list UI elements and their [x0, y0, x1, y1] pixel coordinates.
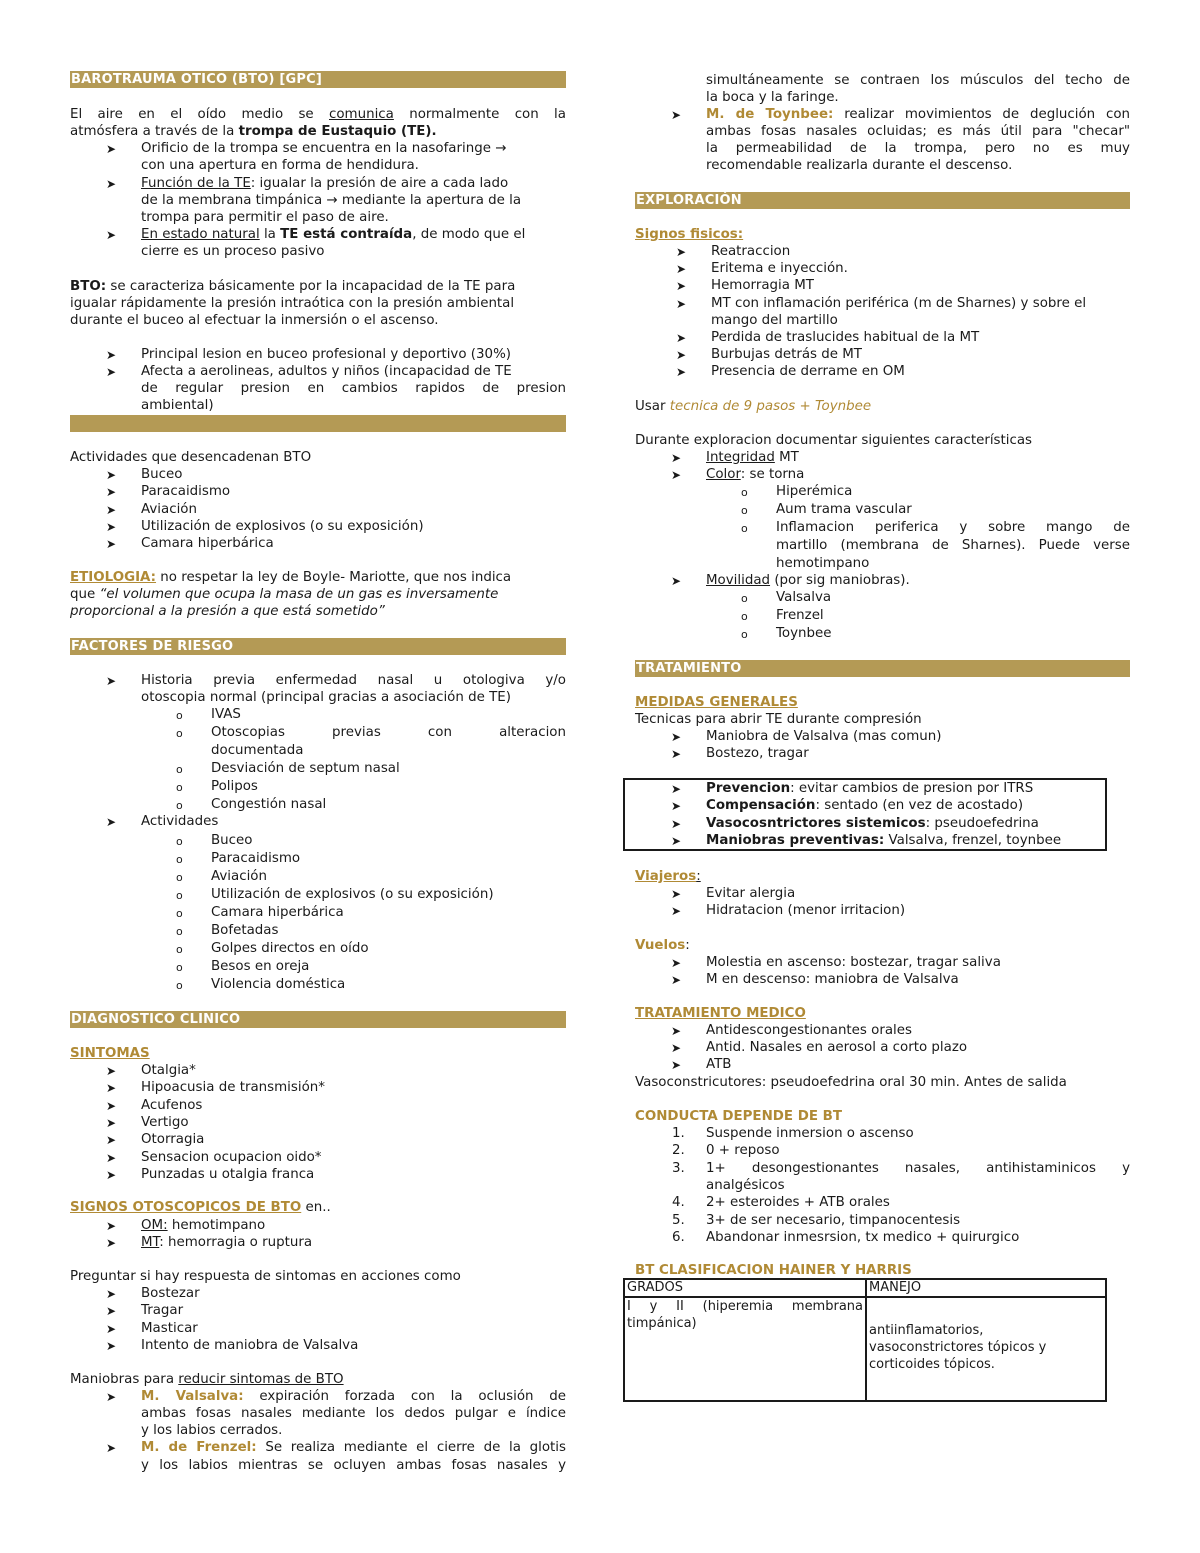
circle-bullet-icon: o	[176, 709, 183, 722]
arrowhead-bullet-icon: ➤	[671, 1058, 682, 1073]
arrowhead-bullet-icon: ➤	[106, 348, 117, 362]
te-orifice-line-2: con una apertura en forma de hendidura.	[141, 158, 419, 173]
list-item: Otorragia	[141, 1132, 205, 1148]
circle-bullet-icon: o	[176, 835, 183, 848]
list-item: 1+ desongestionantes nasales, antihistaminicos y	[706, 1160, 1130, 1176]
arrowhead-bullet-icon: ➤	[106, 815, 117, 829]
arrowhead-bullet-icon: ➤	[676, 365, 687, 380]
otoscopic-om: OM: hemotimpano	[141, 1218, 266, 1233]
circle-bullet-icon: o	[176, 943, 183, 956]
arrowhead-bullet-icon: ➤	[106, 1115, 117, 1130]
arrowhead-bullet-icon: ➤	[671, 956, 682, 970]
arrowhead-bullet-icon: ➤	[671, 730, 682, 744]
risk-history-line-1: Historia previa enfermedad nasal u otologiva y/o	[141, 673, 566, 688]
prevention-item: Compensación: sentado (en vez de acostado)	[706, 798, 1024, 814]
list-item: Otalgia*	[141, 1063, 196, 1078]
table-row	[624, 1297, 1106, 1401]
list-number: 2.	[672, 1143, 685, 1159]
circle-bullet-icon: o	[741, 628, 748, 641]
list-item: M en descenso: maniobra de Valsalva	[706, 972, 959, 988]
table-cell-grado: I y II (hiperemia membrana timpánica)	[624, 1297, 866, 1401]
arrowhead-bullet-icon: ➤	[106, 485, 117, 500]
table-cell-manejo: antiinflamatorios, vasoconstrictores tópicos y corticoides tópicos.	[866, 1297, 1106, 1401]
arrowhead-bullet-icon: ➤	[671, 108, 682, 122]
list-item: 0 + reposo	[706, 1143, 780, 1159]
list-number: 1.	[672, 1126, 685, 1141]
etiology-line-1: ETIOLOGIA: no respetar la ley de Boyle- Mariotte, que nos indica	[70, 570, 512, 585]
circle-bullet-icon: o	[176, 961, 183, 974]
arrowhead-bullet-icon: ➤	[106, 1167, 117, 1182]
list-item: Camara hiperbárica	[141, 536, 274, 552]
list-item: Bostezo, tragar	[706, 746, 809, 762]
table-header-grados: GRADOS	[624, 1279, 866, 1297]
list-item: Congestión nasal	[211, 797, 327, 812]
list-item: Hiperémica	[776, 484, 853, 499]
arrowhead-bullet-icon: ➤	[676, 296, 687, 311]
arrowhead-bullet-icon: ➤	[676, 262, 687, 277]
circle-bullet-icon: o	[176, 907, 183, 920]
toynbee-line-2: ambas fosas nasales ocluidas; es más útil para "checar"	[706, 124, 1130, 139]
intro-line-2: atmósfera a través de la trompa de Eustaquio (TE).	[70, 124, 437, 139]
frenzel-line-2: y los labios mientras se ocluyen ambas fosas nasales y	[141, 1458, 566, 1473]
arrowhead-bullet-icon: ➤	[671, 451, 682, 465]
prevention-item: Vasocosntrictores sistemicos: pseudoefedrina	[706, 815, 1039, 831]
document-heading: Durante exploracion documentar siguientes características	[635, 433, 1033, 448]
list-item: documentada	[211, 743, 304, 758]
bto-definition-line-3: durante el buceo al efectuar la inmersión o el ascenso.	[70, 313, 439, 328]
circle-bullet-icon: o	[741, 592, 748, 605]
arrowhead-bullet-icon: ➤	[106, 1338, 117, 1353]
list-item: Camara hiperbárica	[211, 905, 344, 920]
mobility-item: Movilidad (por sig maniobras).	[706, 573, 910, 588]
arrowhead-bullet-icon: ➤	[671, 468, 682, 482]
bto-point-1: Principal lesion en buceo profesional y deportivo (30%)	[141, 347, 512, 362]
technique-note: Usar tecnica de 9 pasos + Toynbee	[635, 399, 872, 414]
list-number: 5.	[672, 1212, 685, 1228]
list-item: Antid. Nasales en aerosol a corto plazo	[706, 1040, 968, 1056]
otoscopic-mt: MT: hemorragia o ruptura	[141, 1235, 313, 1250]
list-item: Hidratacion (menor irritacion)	[706, 903, 906, 919]
arrowhead-bullet-icon: ➤	[671, 833, 682, 848]
circle-bullet-icon: o	[176, 925, 183, 938]
list-item: Evitar alergia	[706, 886, 796, 901]
risk-activities-label: Actividades	[141, 814, 219, 829]
color-item: Color: se torna	[706, 467, 805, 482]
list-item: Hemorragia MT	[711, 278, 814, 294]
list-item: Molestia en ascenso: bostezar, tragar saliva	[706, 955, 1001, 970]
list-item: Violencia doméstica	[211, 977, 346, 992]
arrowhead-bullet-icon: ➤	[671, 887, 682, 901]
arrowhead-bullet-icon: ➤	[106, 365, 117, 379]
arrowhead-bullet-icon: ➤	[106, 228, 117, 242]
section-header-barotrauma: BAROTRAUMA OTICO (BTO) [GPC]	[70, 71, 566, 88]
table-header-row	[624, 1279, 1106, 1297]
arrowhead-bullet-icon: ➤	[106, 177, 117, 191]
list-item: Abandonar inmesrsion, tx medico + quirurgico	[706, 1229, 1020, 1245]
te-natural-line-1: En estado natural la TE está contraída, de modo que el	[141, 227, 526, 242]
arrowhead-bullet-icon: ➤	[106, 142, 117, 156]
list-item: Burbujas detrás de MT	[711, 347, 862, 363]
circle-bullet-icon: o	[176, 889, 183, 902]
section-header-risk-factors: FACTORES DE RIESGO	[70, 638, 566, 655]
arrowhead-bullet-icon: ➤	[106, 1304, 117, 1319]
frenzel-line-3: simultáneamente se contraen los músculos del techo de	[706, 73, 1130, 88]
list-item: Hipoacusia de transmisión*	[141, 1080, 325, 1096]
arrowhead-bullet-icon: ➤	[106, 519, 117, 534]
frenzel-line-1: M. de Frenzel: Se realiza mediante el cierre de la glotis	[141, 1440, 566, 1455]
bto-point-2-line-1: Afecta a aerolineas, adultos y niños (incapacidad de TE	[141, 364, 512, 379]
list-item: Vertigo	[141, 1114, 189, 1130]
circle-bullet-icon: o	[176, 781, 183, 794]
circle-bullet-icon: o	[176, 871, 183, 884]
circle-bullet-icon: o	[741, 486, 748, 499]
arrowhead-bullet-icon: ➤	[676, 279, 687, 294]
circle-bullet-icon: o	[741, 504, 748, 517]
te-orifice-line-1: Orificio de la trompa se encuentra en la nasofaringe →	[141, 141, 507, 156]
integrity-item: Integridad MT	[706, 450, 799, 465]
frenzel-line-4: la boca y la faringe.	[706, 90, 839, 105]
list-item: Buceo	[141, 467, 183, 482]
list-item: Acufenos	[141, 1097, 203, 1113]
list-item: Besos en oreja	[211, 959, 310, 974]
arrowhead-bullet-icon: ➤	[106, 1081, 117, 1096]
arrowhead-bullet-icon: ➤	[106, 1098, 117, 1113]
list-item: Sensacion ocupacion oido*	[141, 1149, 322, 1165]
list-item: Buceo	[211, 833, 253, 848]
arrowhead-bullet-icon: ➤	[671, 799, 682, 814]
list-item: mango del martillo	[711, 312, 838, 328]
etiology-line-3: proporcional a la presión a que está sometido”	[70, 604, 385, 619]
valsalva-line-3: y los labios cerrados.	[141, 1423, 283, 1438]
circle-bullet-icon: o	[176, 763, 183, 776]
general-measures-text: Tecnicas para abrir TE durante compresión	[635, 712, 922, 727]
valsalva-line-1: M. Valsalva: expiración forzada con la oclusión de	[141, 1389, 566, 1404]
circle-bullet-icon: o	[176, 727, 183, 740]
list-item: Perdida de traslucides habitual de la MT	[711, 330, 980, 345]
te-natural-line-2: cierre es un proceso pasivo	[141, 244, 325, 259]
circle-bullet-icon: o	[741, 610, 748, 623]
section-header-exploracion: EXPLORACIÓN	[635, 192, 1130, 209]
list-item: Inflamacion periferica y sobre mango de	[776, 520, 1130, 535]
arrowhead-bullet-icon: ➤	[671, 1024, 682, 1038]
vasoconstrictors-note: Vasoconstricutores: pseudoefedrina oral 30 min. Antes de salida	[635, 1075, 1067, 1090]
table-header-manejo: MANEJO	[866, 1279, 1106, 1297]
symptoms-heading: SINTOMAS	[70, 1046, 150, 1061]
intro-line-1: El aire en el oído medio se comunica normalmente con la	[70, 107, 566, 122]
arrowhead-bullet-icon: ➤	[106, 502, 117, 517]
list-item: Masticar	[141, 1320, 198, 1336]
te-function-line-3: trompa para permitir el paso de aire.	[141, 210, 389, 225]
arrowhead-bullet-icon: ➤	[106, 1219, 117, 1233]
risk-history-line-2: otoscopia normal (principal gracias a asociación de TE)	[141, 690, 511, 705]
arrowhead-bullet-icon: ➤	[676, 348, 687, 363]
list-item: Golpes directos en oído	[211, 941, 369, 956]
classification-table	[623, 1278, 1107, 1402]
list-item: ATB	[706, 1057, 732, 1073]
bto-definition-line-1: BTO: se caracteriza básicamente por la incapacidad de la TE para	[70, 279, 516, 294]
list-number: 3.	[672, 1160, 685, 1176]
arrowhead-bullet-icon: ➤	[106, 1287, 117, 1301]
toynbee-line-1: M. de Toynbee: realizar movimientos de deglución con	[706, 107, 1130, 122]
list-item: Presencia de derrame en OM	[711, 364, 905, 380]
toynbee-line-3: la permeabilidad de la trompa, pero no es muy	[706, 141, 1130, 156]
list-item: 3+ de ser necesario, timpanocentesis	[706, 1212, 961, 1228]
bto-point-2-line-3: ambiental)	[141, 398, 214, 413]
classification-heading: BT CLASIFICACION HAINER Y HARRIS	[635, 1263, 912, 1278]
list-item: Paracaidismo	[141, 484, 231, 500]
list-item: Tragar	[141, 1303, 184, 1319]
arrowhead-bullet-icon: ➤	[106, 468, 117, 482]
te-function-line-1: Función de la TE: igualar la presión de aire a cada lado	[141, 176, 509, 191]
toynbee-line-4: recomendable realizarla durante el descenso.	[706, 158, 1013, 173]
section-header-tratamiento: TRATAMIENTO	[635, 660, 1130, 677]
prevention-item: Prevencion: evitar cambios de presion por ITRS	[706, 781, 1034, 796]
circle-bullet-icon: o	[741, 522, 748, 535]
list-item: Aviación	[141, 501, 197, 517]
list-number: 6.	[672, 1229, 685, 1245]
te-function-line-2: de la membrana timpánica → mediante la apertura de la	[141, 193, 522, 208]
conduct-heading: CONDUCTA DEPENDE DE BT	[635, 1109, 842, 1124]
list-item: Eritema e inyección.	[711, 261, 848, 277]
list-item: MT con inflamación periférica (m de Sharnes) y sobre el	[711, 295, 1087, 311]
list-item: Polipos	[211, 779, 258, 794]
section-divider-bar	[70, 415, 566, 432]
arrowhead-bullet-icon: ➤	[106, 1133, 117, 1148]
list-item: Bofetadas	[211, 923, 279, 938]
maneuvers-heading: Maniobras para reducir sintomas de BTO	[70, 1372, 344, 1387]
activities-title: Actividades que desencadenan BTO	[70, 450, 312, 465]
list-item: hemotimpano	[776, 556, 870, 571]
circle-bullet-icon: o	[176, 799, 183, 812]
arrowhead-bullet-icon: ➤	[676, 245, 687, 259]
list-item: Antidescongestionantes orales	[706, 1023, 912, 1038]
list-item: Valsalva	[776, 590, 832, 605]
list-number: 4.	[672, 1195, 685, 1211]
ask-heading: Preguntar si hay respuesta de sintomas en acciones como	[70, 1269, 461, 1284]
section-header-diagnostico: DIAGNOSTICO CLINICO	[70, 1011, 566, 1028]
etiology-line-2: que “el volumen que ocupa la masa de un gas es inversamente	[70, 587, 499, 602]
arrowhead-bullet-icon: ➤	[106, 1321, 117, 1336]
list-item: Aviación	[211, 869, 267, 884]
arrowhead-bullet-icon: ➤	[106, 1064, 117, 1078]
medical-treatment-heading: TRATAMIENTO MEDICO	[635, 1006, 806, 1021]
arrowhead-bullet-icon: ➤	[671, 747, 682, 762]
arrowhead-bullet-icon: ➤	[106, 1150, 117, 1165]
arrowhead-bullet-icon: ➤	[671, 904, 682, 919]
general-measures-heading: MEDIDAS GENERALES	[635, 695, 798, 710]
arrowhead-bullet-icon: ➤	[676, 331, 687, 345]
list-item: IVAS	[211, 707, 241, 722]
list-item: Desviación de septum nasal	[211, 761, 400, 776]
list-item: Bostezar	[141, 1286, 200, 1301]
arrowhead-bullet-icon: ➤	[106, 1441, 117, 1455]
otoscopic-signs-heading: SIGNOS OTOSCOPICOS DE BTO en..	[70, 1200, 331, 1215]
circle-bullet-icon: o	[176, 979, 183, 992]
list-item: Paracaidismo	[211, 851, 301, 866]
list-item: 2+ esteroides + ATB orales	[706, 1195, 890, 1211]
bto-point-2-line-2: de regular presion en cambios rapidos de presion	[141, 381, 566, 396]
list-item: martillo (membrana de Sharnes). Puede verse	[776, 538, 1130, 553]
arrowhead-bullet-icon: ➤	[106, 1390, 117, 1404]
list-item: Intento de maniobra de Valsalva	[141, 1337, 359, 1353]
valsalva-line-2: ambas fosas nasales mediante los dedos pulgar e índice	[141, 1406, 566, 1421]
arrowhead-bullet-icon: ➤	[671, 973, 682, 988]
arrowhead-bullet-icon: ➤	[671, 574, 682, 588]
flights-heading: Vuelos:	[635, 938, 690, 953]
list-item: Aum trama vascular	[776, 502, 912, 517]
list-item: Frenzel	[776, 608, 824, 623]
arrowhead-bullet-icon: ➤	[671, 1041, 682, 1056]
physical-signs-heading: Signos fisicos:	[635, 227, 744, 242]
list-item: Otoscopias previas con alteracion	[211, 725, 566, 740]
list-item: Suspende inmersion o ascenso	[706, 1126, 914, 1141]
list-item: Maniobra de Valsalva (mas comun)	[706, 729, 942, 744]
list-item: Utilización de explosivos (o su exposición)	[141, 518, 424, 534]
arrowhead-bullet-icon: ➤	[106, 537, 117, 552]
list-item: analgésicos	[706, 1177, 785, 1193]
arrowhead-bullet-icon: ➤	[106, 1236, 117, 1250]
list-item: Reatraccion	[711, 244, 791, 259]
list-item: Utilización de explosivos (o su exposición)	[211, 887, 494, 902]
travelers-heading: Viajeros:	[635, 869, 701, 884]
list-item: Toynbee	[776, 626, 832, 641]
bto-definition-line-2: igualar rápidamente la presión intraótica con la presión ambiental	[70, 296, 515, 311]
arrowhead-bullet-icon: ➤	[106, 674, 117, 688]
list-item: Punzadas u otalgia franca	[141, 1166, 315, 1182]
prevention-item: Maniobras preventivas: Valsalva, frenzel, toynbee	[706, 832, 1062, 848]
arrowhead-bullet-icon: ➤	[671, 782, 682, 796]
circle-bullet-icon: o	[176, 853, 183, 866]
arrowhead-bullet-icon: ➤	[671, 816, 682, 831]
